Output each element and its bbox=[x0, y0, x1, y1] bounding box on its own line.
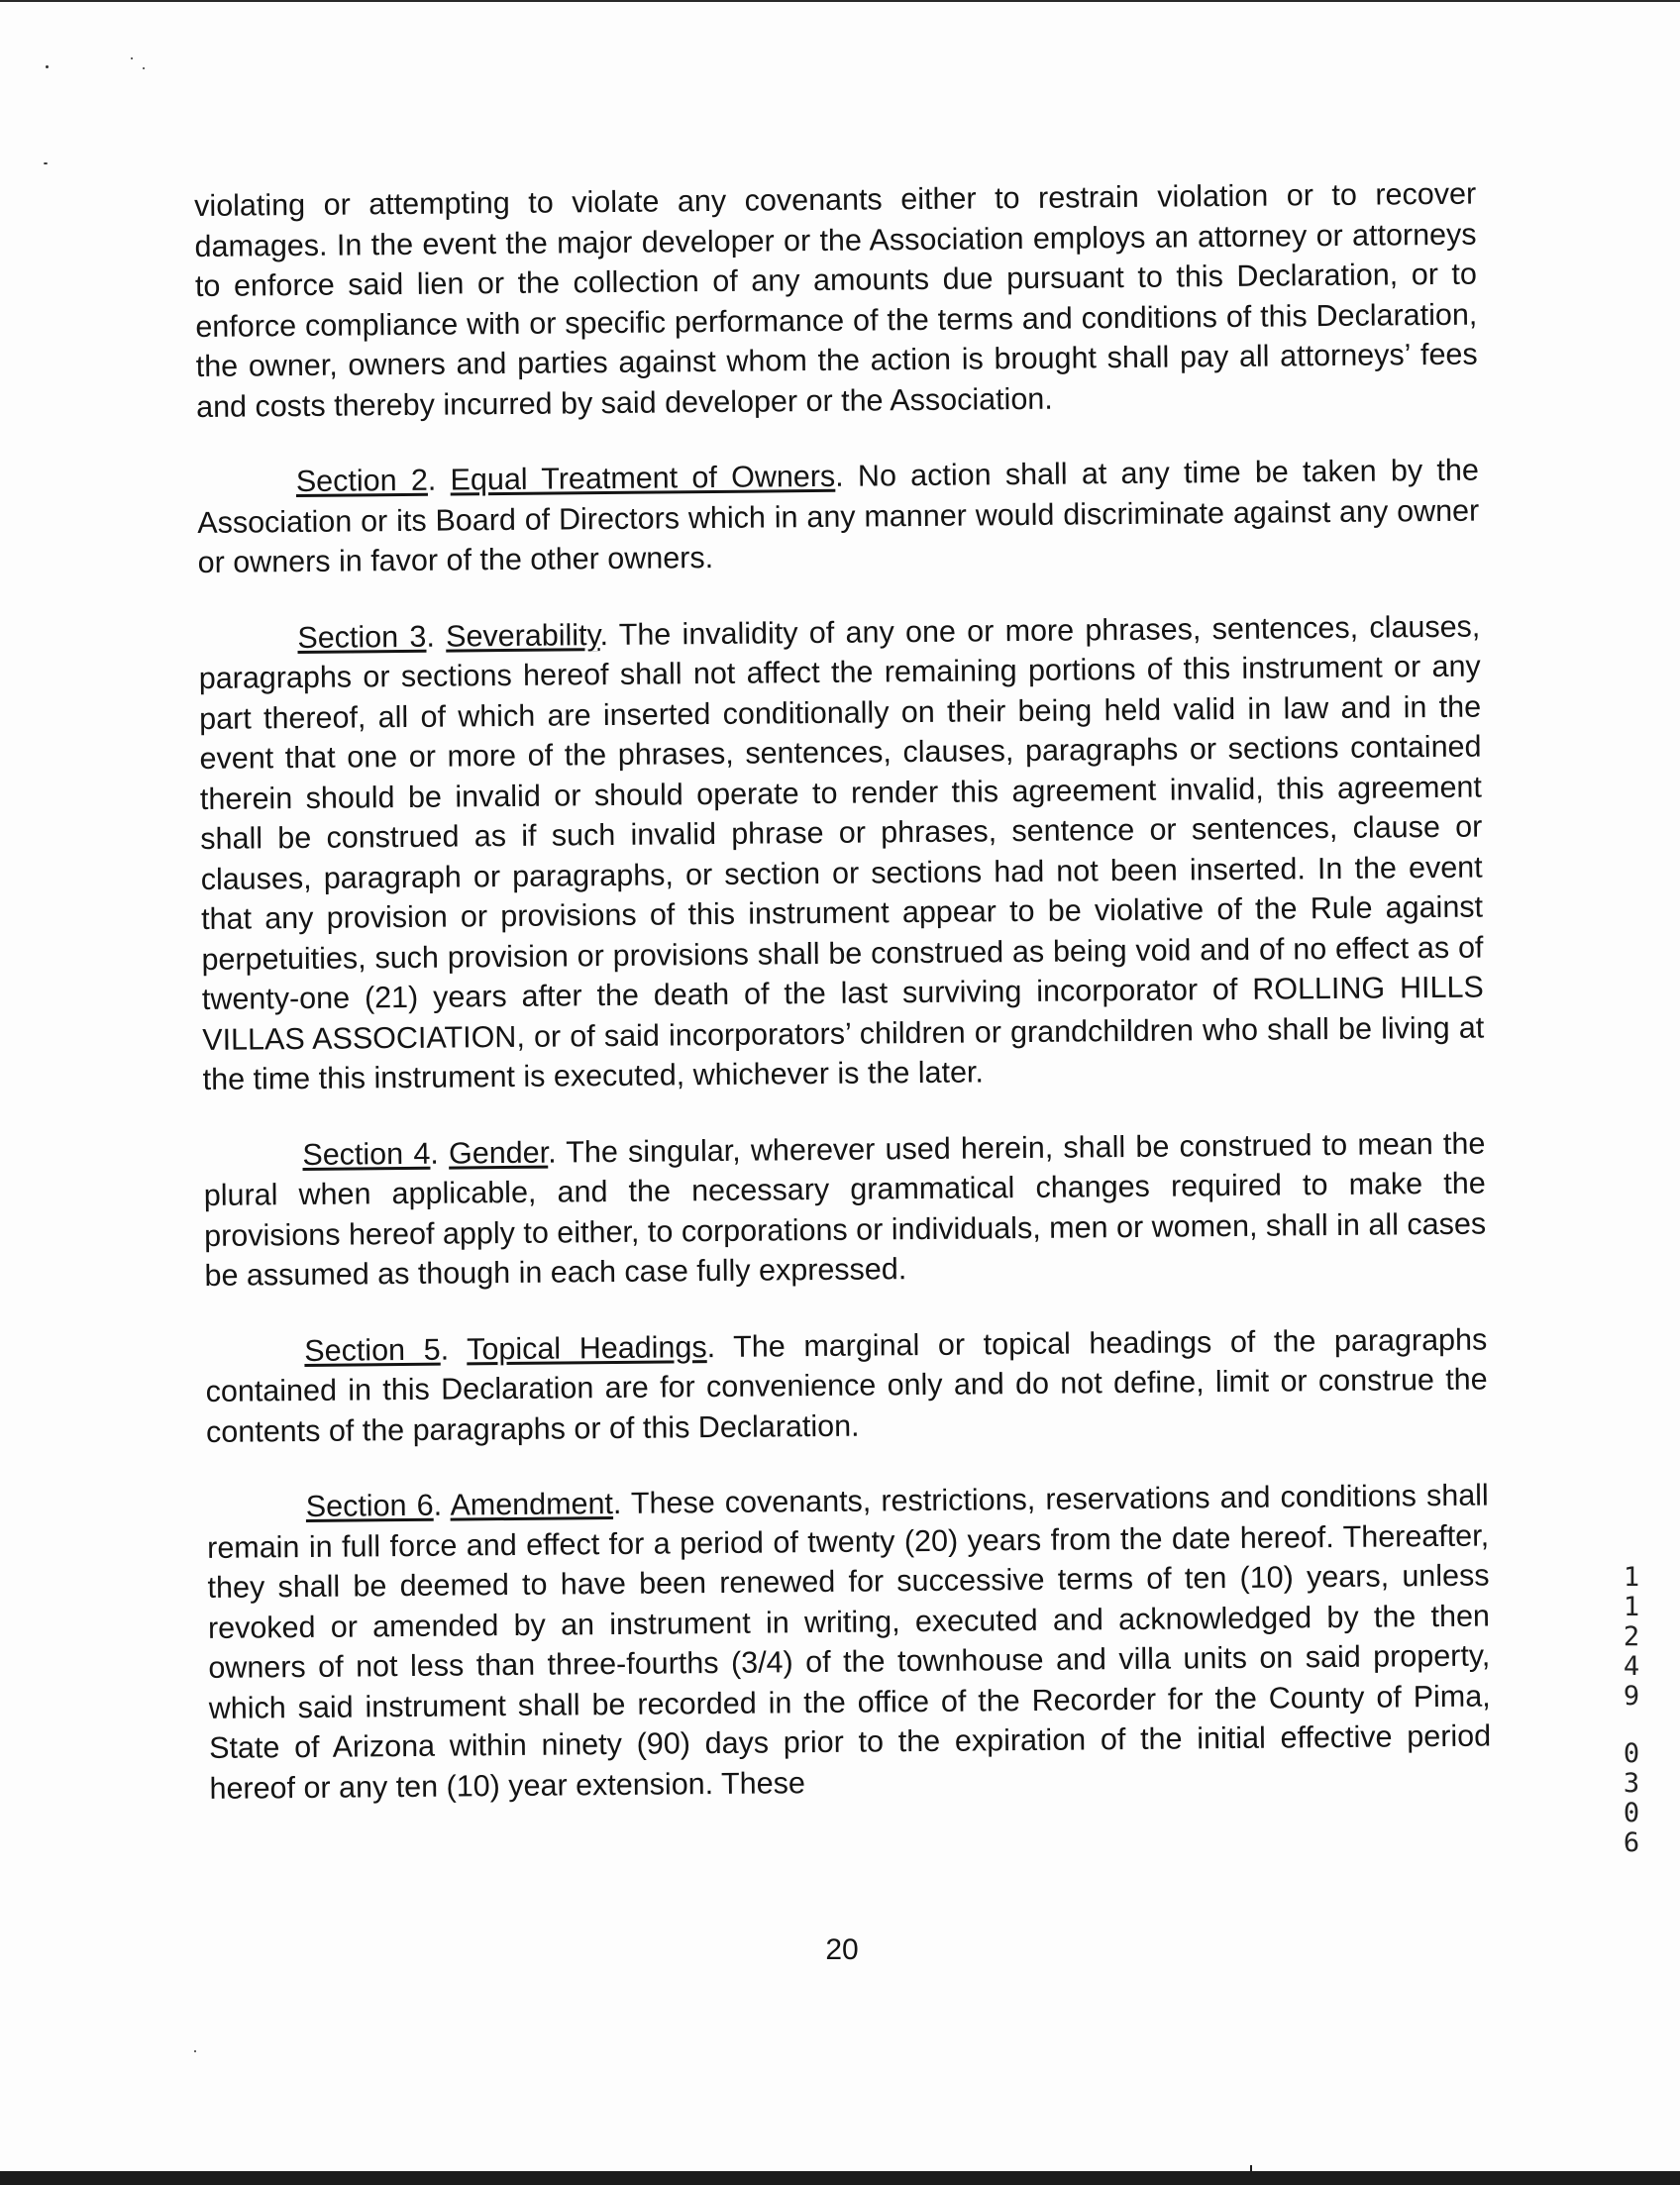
section-3-paragraph: Section 3. Severability. The invalidity of any one or more phrases, sentences, clauses, paragraphs or sections hereof shall not affect the remaining portions of this instrument or any part thereof, all of which are inserted conditionally on their being held valid in law and in the event that one or more of the phrases, sentences, clauses, paragraphs or sections contained therein should be invalid or should operate to render this agreement invalid, this agreement shall be construed as if such invalid phrase or phrases, sentence or sentences, clause or clauses, paragraph or paragraphs, or section or sections had not been inserted. In the event that any provision or provisions of this instrument appear to be violative of the Rule against perpetuities, such provision or provisions shall be construed as being void and of no effect as of twenty-one (21) years after the death of the last surviving incorporator of ROLLING HILLS VILLAS ASSOCIATION, or of said incorporators’ children or grandchildren who shall be living at the time this instrument is executed, whichever is the later. bbox=[198, 609, 1485, 1096]
docket-digit: 0 bbox=[1623, 1738, 1640, 1769]
section-4-paragraph: Section 4. Gender. The singular, wherever used herein, shall be construed to mean the plural when applicable, and the necessary grammatical changes required to make the provisions hereof apply to either, to corporations or individuals, men or women, shall in all cases be assumed as though in each case fully expressed. bbox=[203, 1126, 1487, 1293]
document-body bbox=[194, 174, 1492, 1809]
docket-digit: 0 bbox=[1623, 1798, 1640, 1828]
section-label: Section 5 bbox=[304, 1332, 441, 1368]
scan-edge-top bbox=[0, 0, 1680, 2]
section-heading: Gender bbox=[448, 1135, 549, 1171]
section-2-paragraph: Section 2. Equal Treatment of Owners. No action shall at any time be taken by the Association or its Board of Directors which in any manner would discriminate against any owner or owners in favor of the other owners. bbox=[197, 453, 1480, 579]
section-heading: Topical Headings bbox=[467, 1329, 707, 1366]
paragraph-text: The invalidity of any one or more phrases, sentences, clauses, paragraphs or sections hereof shall not affect the remaining portions of this instrument or any part thereof, all of which are inserted conditionally on their being held valid in law and in the event that one or more of the phrases, sentences, clauses, paragraphs or sections contained therein should be invalid or should operate to render this agreement invalid, this agreement shall be construed as if such invalid phrase or phrases, sentence or sentences, clause or clauses, paragraph or paragraphs, or section or sections had not been inserted. In the event that any provision or provisions of this instrument appear to be violative of the Rule against perpetuities, such provision or provisions shall be construed as being void and of no effect as of twenty-one (21) years after the death of the last surviving incorporator of ROLLING HILLS VILLAS ASSOCIATION, or of said incorporators’ children or grandchildren who shall be living at the time this instrument is executed, whichever is the later. bbox=[198, 609, 1485, 1096]
section-label: Section 2 bbox=[295, 463, 428, 499]
paragraph-text: violating or attempting to violate any covenants either to restrain violation or to recover damages. In the event the major developer or the Association employs an attorney or attorneys to enforce said lien or the collection of any amounts due pursuant to this Declaration, or to enforce compliance with or specific performance of the terms and conditions of this Declaration, the owner, owners and parties against whom the action is brought shall pay all attorneys’ fees and costs thereby incurred by said developer or the Association. bbox=[194, 176, 1478, 424]
docket-digit: 1 bbox=[1623, 1562, 1640, 1593]
scan-speck bbox=[194, 2050, 196, 2052]
docket-digit: 3 bbox=[1623, 1768, 1640, 1799]
paragraph-text: The marginal or topical headings of the paragraphs contained in this Declaration are for convenience only and do not define, limit or construe the contents of the paragraphs or of this Declaration. bbox=[205, 1322, 1488, 1449]
docket-digit: 1 bbox=[1623, 1592, 1640, 1622]
section-6-paragraph: Section 6. Amendment. These covenants, restrictions, reservations and conditions shall remain in full force and effect for a period of twenty (20) years from the date hereof. Thereafter, they shall be deemed to have been renewed for successive terms of ten (10) years, unless revoked or amended by an instrument in writing, executed and acknowledged by the then owners of not less than three-fourths (3/4) of the townhouse and villa units on said property, which said instrument shall be recorded in the office of the Recorder for the County of Pima, State of Arizona within ninety (90) days prior to the expiration of the initial effective period hereof or any ten (10) year extension. These bbox=[207, 1478, 1492, 1806]
docket-digit: 6 bbox=[1623, 1827, 1640, 1858]
section-label: Section 3 bbox=[297, 619, 427, 655]
page-number: 20 bbox=[825, 1933, 859, 1966]
paragraph-text: The singular, wherever used herein, shall be construed to mean the plural when applicable, and the necessary grammatical changes required to make the provisions hereof apply to either, to corporations or individuals, men or women, shall in all cases be assumed as though in each case fully expressed. bbox=[203, 1126, 1487, 1293]
scan-speck bbox=[131, 57, 133, 59]
scan-speck bbox=[143, 67, 145, 69]
paragraph-continuation bbox=[194, 174, 1478, 427]
scan-speck bbox=[46, 65, 49, 68]
section-heading: Equal Treatment of Owners bbox=[450, 459, 836, 497]
scan-edge-bottom bbox=[0, 2171, 1680, 2185]
section-5-paragraph: Section 5. Topical Headings. The marginal or topical headings of the paragraphs contained in this Declaration are for convenience only and do not define, limit or construe the contents of the paragraphs or of this Declaration. bbox=[205, 1322, 1488, 1449]
section-heading: Severability bbox=[445, 617, 600, 654]
section-label: Section 4 bbox=[302, 1136, 431, 1172]
paragraph-text: These covenants, restrictions, reservations and conditions shall remain in full force and effect for a period of twenty (20) years from the date hereof. Thereafter, they shall be deemed to have been renewed for successive terms of ten (10) years, unless revoked or amended by an instrument in writing, executed and acknowledged by the then owners of not less than three-fourths (3/4) of the townhouse and villa units on said property, which said instrument shall be recorded in the office of the Recorder for the County of Pima, State of Arizona within ninety (90) days prior to the expiration of the initial effective period hereof or any ten (10) year extension. These bbox=[207, 1478, 1492, 1806]
docket-digit: 2 bbox=[1623, 1621, 1640, 1652]
docket-gap bbox=[1617, 1712, 1646, 1739]
section-label: Section 6 bbox=[305, 1488, 434, 1523]
paragraph-text: No action shall at any time be taken by the Association or its Board of Directors which in any manner would discriminate against any owner or owners in favor of the other owners. bbox=[197, 453, 1480, 579]
scan-speck bbox=[44, 162, 48, 164]
docket-digit: 4 bbox=[1623, 1651, 1640, 1682]
docket-stamp bbox=[1617, 1563, 1646, 1858]
section-heading: Amendment bbox=[450, 1487, 614, 1522]
docket-digit: 9 bbox=[1623, 1681, 1640, 1712]
